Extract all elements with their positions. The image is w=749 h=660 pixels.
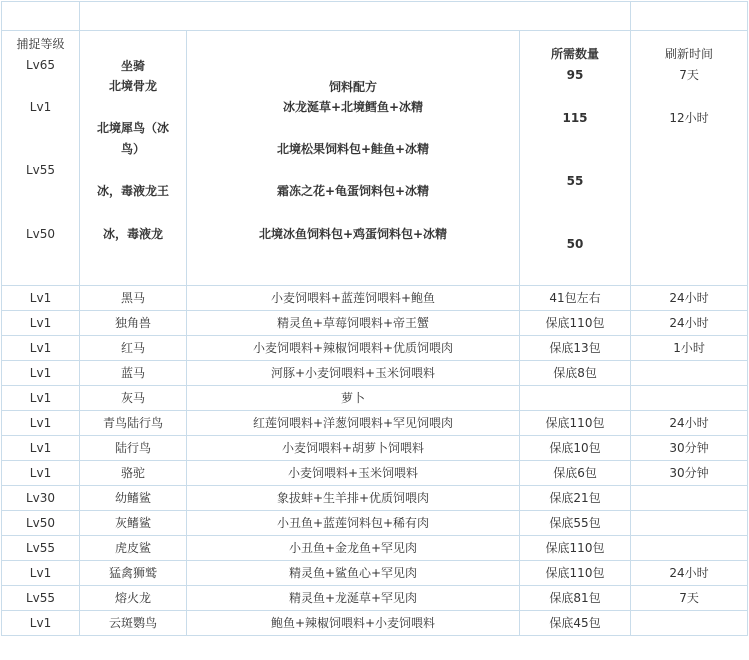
mount-cell: 虎皮鲨 [80, 536, 187, 561]
mount-cell: 熔火龙 [80, 586, 187, 611]
level-cell: Lv1 [2, 361, 80, 386]
table-row [2, 611, 748, 636]
level-cell: Lv1 [2, 461, 80, 486]
table-row [2, 286, 748, 311]
level-value: Lv50 [25, 227, 56, 241]
quantity-cell: 保底13包 [520, 336, 631, 361]
level-cell: Lv55 [2, 586, 80, 611]
table-row [2, 511, 748, 536]
level-cell: Lv1 [2, 436, 80, 461]
recipe-cell: 小麦饲喂料+辣椒饲喂料+优质饲喂肉 [187, 336, 520, 361]
quantity-value: 55 [566, 174, 584, 188]
table-row [2, 536, 748, 561]
mount-name: 冰，毒液龙 [102, 227, 163, 241]
mount-cell: 骆驼 [80, 461, 187, 486]
refresh-column-title: 刷新时间 [665, 47, 714, 61]
quantity-cell [520, 386, 631, 411]
table-row [2, 336, 748, 361]
refresh-cell [631, 611, 748, 636]
recipe-header-cell [187, 31, 520, 286]
table-row [2, 311, 748, 336]
recipe-cell: 红莲饲喂料+洋葱饲喂料+罕见饲喂肉 [187, 411, 520, 436]
mount-cell: 云斑鹦鸟 [80, 611, 187, 636]
quantity-cell: 保底110包 [520, 561, 631, 586]
recipe-cell: 小麦饲喂料+胡萝卜饲喂料 [187, 436, 520, 461]
level-value: Lv65 [25, 58, 56, 72]
refresh-cell: 24小时 [631, 286, 748, 311]
recipe-text: 北境冰鱼饲料包+鸡蛋饲料包+冰精 [258, 227, 448, 241]
quantity-cell: 保底110包 [520, 311, 631, 336]
recipe-cell: 小丑鱼+金龙鱼+罕见肉 [187, 536, 520, 561]
refresh-cell: 24小时 [631, 311, 748, 336]
recipe-cell: 小麦饲喂料+蓝莲饲喂料+鲍鱼 [187, 286, 520, 311]
mount-cell: 黑马 [80, 286, 187, 311]
mount-header-cell [80, 31, 187, 286]
refresh-cell: 24小时 [631, 411, 748, 436]
recipe-text: 冰龙涎草+北境鳕鱼+冰精 [282, 100, 424, 114]
recipe-cell: 鲍鱼+辣椒饲喂料+小麦饲喂料 [187, 611, 520, 636]
quantity-value: 115 [562, 111, 588, 125]
table-row [2, 411, 748, 436]
quantity-column-title: 所需数量 [551, 47, 600, 61]
recipe-cell: 小麦饲喂料+玉米饲喂料 [187, 461, 520, 486]
refresh-value: 12小时 [669, 111, 709, 125]
mount-cell: 陆行鸟 [80, 436, 187, 461]
mount-column-title: 坐骑 [120, 59, 145, 73]
refresh-cell [631, 486, 748, 511]
quantity-cell: 保底81包 [520, 586, 631, 611]
mount-name: 鸟） [120, 142, 145, 156]
recipe-cell: 河豚+小麦饲喂料+玉米饲喂料 [187, 361, 520, 386]
level-header-cell [2, 31, 80, 286]
quantity-cell: 保底10包 [520, 436, 631, 461]
refresh-cell: 24小时 [631, 561, 748, 586]
mount-cell: 灰马 [80, 386, 187, 411]
quantity-cell: 保底8包 [520, 361, 631, 386]
refresh-header-cell [631, 31, 748, 286]
level-value: Lv1 [29, 100, 52, 114]
quantity-header-cell [520, 31, 631, 286]
refresh-cell [631, 511, 748, 536]
mount-cell: 青鸟陆行鸟 [80, 411, 187, 436]
mount-name: 北境骨龙 [108, 79, 157, 93]
quantity-cell: 保底110包 [520, 411, 631, 436]
table-row [2, 386, 748, 411]
level-cell: Lv1 [2, 411, 80, 436]
blank-cell [2, 2, 80, 31]
level-cell: Lv1 [2, 561, 80, 586]
level-cell: Lv55 [2, 536, 80, 561]
mount-name: 北境犀鸟（冰 [96, 121, 169, 135]
level-value: Lv55 [25, 163, 56, 177]
refresh-value: 7天 [679, 68, 699, 82]
refresh-cell [631, 386, 748, 411]
level-cell: Lv1 [2, 386, 80, 411]
mount-cell: 灰鳍鲨 [80, 511, 187, 536]
header-row [2, 31, 748, 286]
quantity-cell: 保底21包 [520, 486, 631, 511]
quantity-cell: 41包左右 [520, 286, 631, 311]
table-row [2, 361, 748, 386]
refresh-cell: 30分钟 [631, 461, 748, 486]
level-cell: Lv1 [2, 336, 80, 361]
mount-cell: 红马 [80, 336, 187, 361]
recipe-cell: 精灵鱼+龙涎草+罕见肉 [187, 586, 520, 611]
recipe-cell: 精灵鱼+鲨鱼心+罕见肉 [187, 561, 520, 586]
level-cell: Lv1 [2, 611, 80, 636]
refresh-cell [631, 536, 748, 561]
mount-cell: 蓝马 [80, 361, 187, 386]
table-row [2, 461, 748, 486]
recipe-column-title: 饲料配方 [328, 80, 377, 94]
quantity-value: 50 [566, 237, 584, 251]
refresh-cell [631, 361, 748, 386]
quantity-value: 95 [566, 68, 584, 82]
quantity-cell: 保底55包 [520, 511, 631, 536]
quantity-cell: 保底6包 [520, 461, 631, 486]
recipe-text: 北境松果饲料包+鲑鱼+冰精 [276, 142, 430, 156]
recipe-cell: 萝卜 [187, 386, 520, 411]
level-cell: Lv1 [2, 311, 80, 336]
quantity-cell: 保底110包 [520, 536, 631, 561]
mount-cell: 幼鳍鲨 [80, 486, 187, 511]
recipe-cell: 精灵鱼+草莓饲喂料+帝王蟹 [187, 311, 520, 336]
quantity-cell: 保底45包 [520, 611, 631, 636]
level-column-title: 捕捉等级 [16, 37, 65, 51]
table-row [2, 436, 748, 461]
mount-cell: 猛禽狮鹫 [80, 561, 187, 586]
table-row [2, 486, 748, 511]
blank-top-row [2, 2, 748, 31]
refresh-cell: 30分钟 [631, 436, 748, 461]
mount-name: 冰，毒液龙王 [96, 184, 169, 198]
level-cell: Lv1 [2, 286, 80, 311]
recipe-cell: 象拔蚌+生羊排+优质饲喂肉 [187, 486, 520, 511]
recipe-text: 霜冻之花+龟蛋饲料包+冰精 [276, 184, 430, 198]
table-row [2, 586, 748, 611]
table-row [2, 561, 748, 586]
blank-cell [80, 2, 631, 31]
mount-cell: 独角兽 [80, 311, 187, 336]
refresh-cell: 1小时 [631, 336, 748, 361]
level-cell: Lv30 [2, 486, 80, 511]
refresh-cell: 7天 [631, 586, 748, 611]
blank-cell [631, 2, 748, 31]
recipe-cell: 小丑鱼+蓝莲饲料包+稀有肉 [187, 511, 520, 536]
mount-feed-table [1, 1, 748, 636]
level-cell: Lv50 [2, 511, 80, 536]
